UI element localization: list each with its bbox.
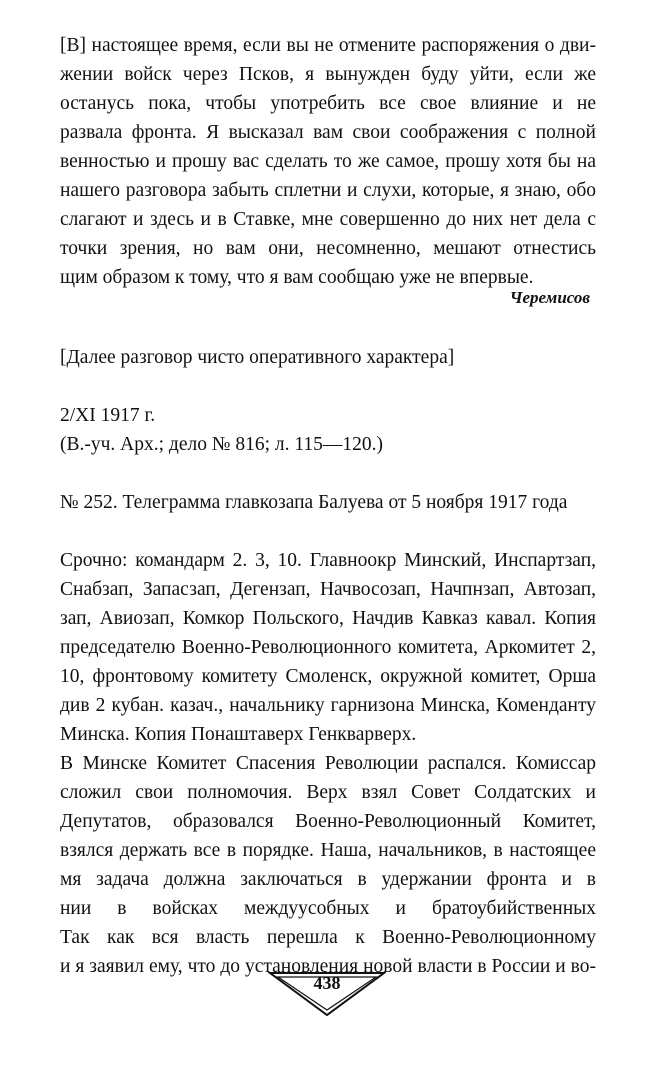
paragraph-2-line: сложил свои полномочия. Верх взял Совет Солдатских и	[60, 782, 596, 803]
paragraph-1-line: жении войск через Псков, я вынужден буду уйти, если же	[60, 64, 596, 85]
address-line: Срочно: командарм 2. 3, 10. Главноокр Минский, Инспартзап,	[60, 550, 596, 571]
page-number-ornament	[268, 969, 386, 1019]
paragraph-2-line: и я заявил ему, что до установления новой власти в России и во-	[60, 956, 596, 977]
paragraph-2-line: Депутатов, образовался Военно-Революционный Комитет,	[60, 811, 596, 832]
paragraph-2-line: взялся держать все в порядке. Наша, начальников, в настоящее	[60, 840, 596, 861]
paragraph-1-line: щим образом к тому, что я вам сообщаю уже не впервые.	[60, 267, 534, 288]
paragraph-1-line: венностью и прошу вас сделать то же самое, прошу хотя бы на	[60, 151, 596, 172]
paragraph-1-line: [В] настоящее время, если вы не отмените распоряжения о дви-	[60, 35, 596, 56]
archive-reference: (В.-уч. Арх.; дело № 816; л. 115—120.)	[60, 434, 384, 455]
address-line: зап, Авиозап, Комкор Польского, Начдив Кавказ кавал. Копия	[60, 608, 596, 629]
address-line: Минска. Копия Понаштаверх Генкварверх.	[60, 724, 417, 745]
date-line: 2/XI 1917 г.	[60, 405, 156, 426]
paragraph-1-line: точки зрения, но вам они, несомненно, мешают отнестись	[60, 238, 596, 259]
paragraph-1-line: нашего разговора забыть сплетни и слухи, которые, я знаю, обо	[60, 180, 596, 201]
paragraph-2-line: Так как вся власть перешла к Военно-Революционному	[60, 927, 596, 948]
paragraph-1-line: останусь пока, чтобы употребить все свое влияние и не	[60, 93, 596, 114]
document-heading: № 252. Телеграмма главкозапа Балуева от 5 ноября 1917 года	[60, 492, 568, 513]
signature: Черемисов	[509, 288, 590, 307]
editorial-note: [Далее разговор чисто оперативного характера]	[60, 347, 455, 368]
page-number: 438	[313, 973, 341, 993]
paragraph-2-line: В Минске Комитет Спасения Революции распался. Комиссар	[60, 753, 596, 774]
paragraph-1-line: слагают и здесь и в Ставке, мне совершенно до них нет дела с	[60, 209, 596, 230]
address-line: Снабзап, Запасзап, Дегензап, Начвосозап, Начпнзап, Автозап,	[60, 579, 596, 600]
address-line: 10, фронтовому комитету Смоленск, окружной комитет, Орша	[60, 666, 596, 687]
paragraph-1-line: развала фронта. Я высказал вам свои соображения с полной	[60, 122, 596, 143]
address-line: див 2 кубан. казач., начальнику гарнизона Минска, Коменданту	[60, 695, 596, 716]
paragraph-2-line: мя задача должна заключаться в удержании фронта и в	[60, 869, 596, 890]
address-line: председателю Военно-Революционного комитета, Аркомитет 2,	[60, 637, 596, 658]
paragraph-2-line: нии в войсках междуусобных и братоубийственных	[60, 898, 596, 919]
